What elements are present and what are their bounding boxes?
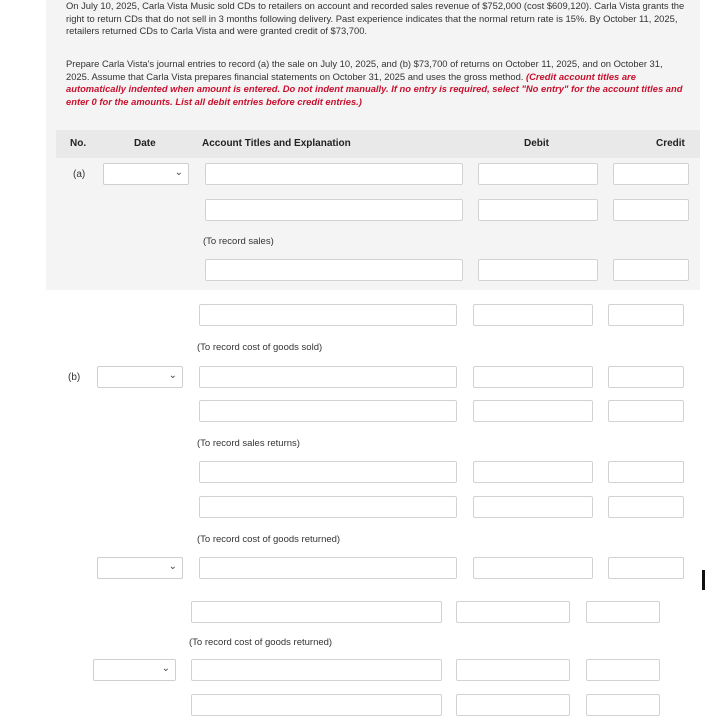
credit-input-b3[interactable] [608,461,684,483]
credit-input-b1[interactable] [608,366,684,388]
account-input-b4[interactable] [199,496,457,518]
account-input-b3[interactable] [199,461,457,483]
note-sales-returns: (To record sales returns) [197,438,300,449]
chevron-down-icon: ⌄ [161,663,170,674]
debit-input-b7[interactable] [456,659,570,681]
account-input-b1[interactable] [199,366,457,388]
header-no: No. [70,138,87,149]
debit-input-b6[interactable] [456,601,570,623]
account-input-a3[interactable] [205,259,463,281]
debit-input-b1[interactable] [473,366,593,388]
instructions-text: Prepare Carla Vista's journal entries to record (a) the sale on July 10, 2025, and (b) $73,700 of returns on October 11, 2025, and on October 31, 2025. Assume that Carla Vista prepares financial statements on October 31, 2025 and uses the gross method. [66,58,663,82]
debit-input-b5[interactable] [473,557,593,579]
debit-input-b4[interactable] [473,496,593,518]
debit-input-a4[interactable] [473,304,593,326]
header-date: Date [134,138,156,149]
account-input-a4[interactable] [199,304,457,326]
date-select-b3[interactable] [93,659,176,681]
note-sales: (To record sales) [203,236,274,247]
chevron-down-icon: ⌄ [168,370,177,381]
credit-input-b2[interactable] [608,400,684,422]
instructions-emphasis: (Credit account titles are automatically indented when amount is entered. Do not indent manually. If no entry is required, select "No entry" for the account titles and enter 0 for the amounts. List all debit entries before credit entries.) [66,70,683,108]
account-input-b7[interactable] [191,659,442,681]
debit-input-a3[interactable] [478,259,598,281]
entry-label-b: (b) [68,372,81,383]
credit-input-a1[interactable] [613,163,689,185]
debit-input-a2[interactable] [478,199,598,221]
debit-input-b2[interactable] [473,400,593,422]
credit-input-a4[interactable] [608,304,684,326]
note-cogs: (To record cost of goods sold) [197,342,323,353]
credit-input-a2[interactable] [613,199,689,221]
account-input-b6[interactable] [191,601,442,623]
header-credit: Credit [656,138,685,149]
problem-intro: On July 10, 2025, Carla Vista Music sold CDs to retailers on account and recorded sales revenue of $752,000 (cost $609,120). Carla Vista grants the right to return CDs that do not sell in 3 months following delivery. Past experience indicates that the normal return rate is 15%. By October 11, 2025, retailers returned CDs to Carla Vista and were granted credit of $73,700. [66,0,685,37]
credit-input-b8[interactable] [586,694,660,716]
chevron-down-icon: ⌄ [174,167,183,178]
debit-input-b8[interactable] [456,694,570,716]
credit-input-b6[interactable] [586,601,660,623]
account-input-a1[interactable] [205,163,463,185]
credit-input-b5[interactable] [608,557,684,579]
credit-input-b7[interactable] [586,659,660,681]
question-panel-middle [46,298,700,588]
debit-input-a1[interactable] [478,163,598,185]
text-cursor-icon [702,570,705,590]
credit-input-a3[interactable] [613,259,689,281]
account-input-b8[interactable] [191,694,442,716]
entry-label-a: (a) [73,169,86,180]
credit-input-b4[interactable] [608,496,684,518]
note-cost-returned-2: (To record cost of goods returned) [189,637,333,648]
account-input-b5[interactable] [199,557,457,579]
account-input-b2[interactable] [199,400,457,422]
debit-input-b3[interactable] [473,461,593,483]
header-account: Account Titles and Explanation [202,138,351,149]
problem-instructions [66,58,686,109]
date-select-b1[interactable] [97,366,183,388]
date-select-b2[interactable] [97,557,183,579]
account-input-a2[interactable] [205,199,463,221]
note-cost-returned-1: (To record cost of goods returned) [197,534,341,545]
chevron-down-icon: ⌄ [168,561,177,572]
header-debit: Debit [524,138,549,149]
date-select-a[interactable] [103,163,189,185]
